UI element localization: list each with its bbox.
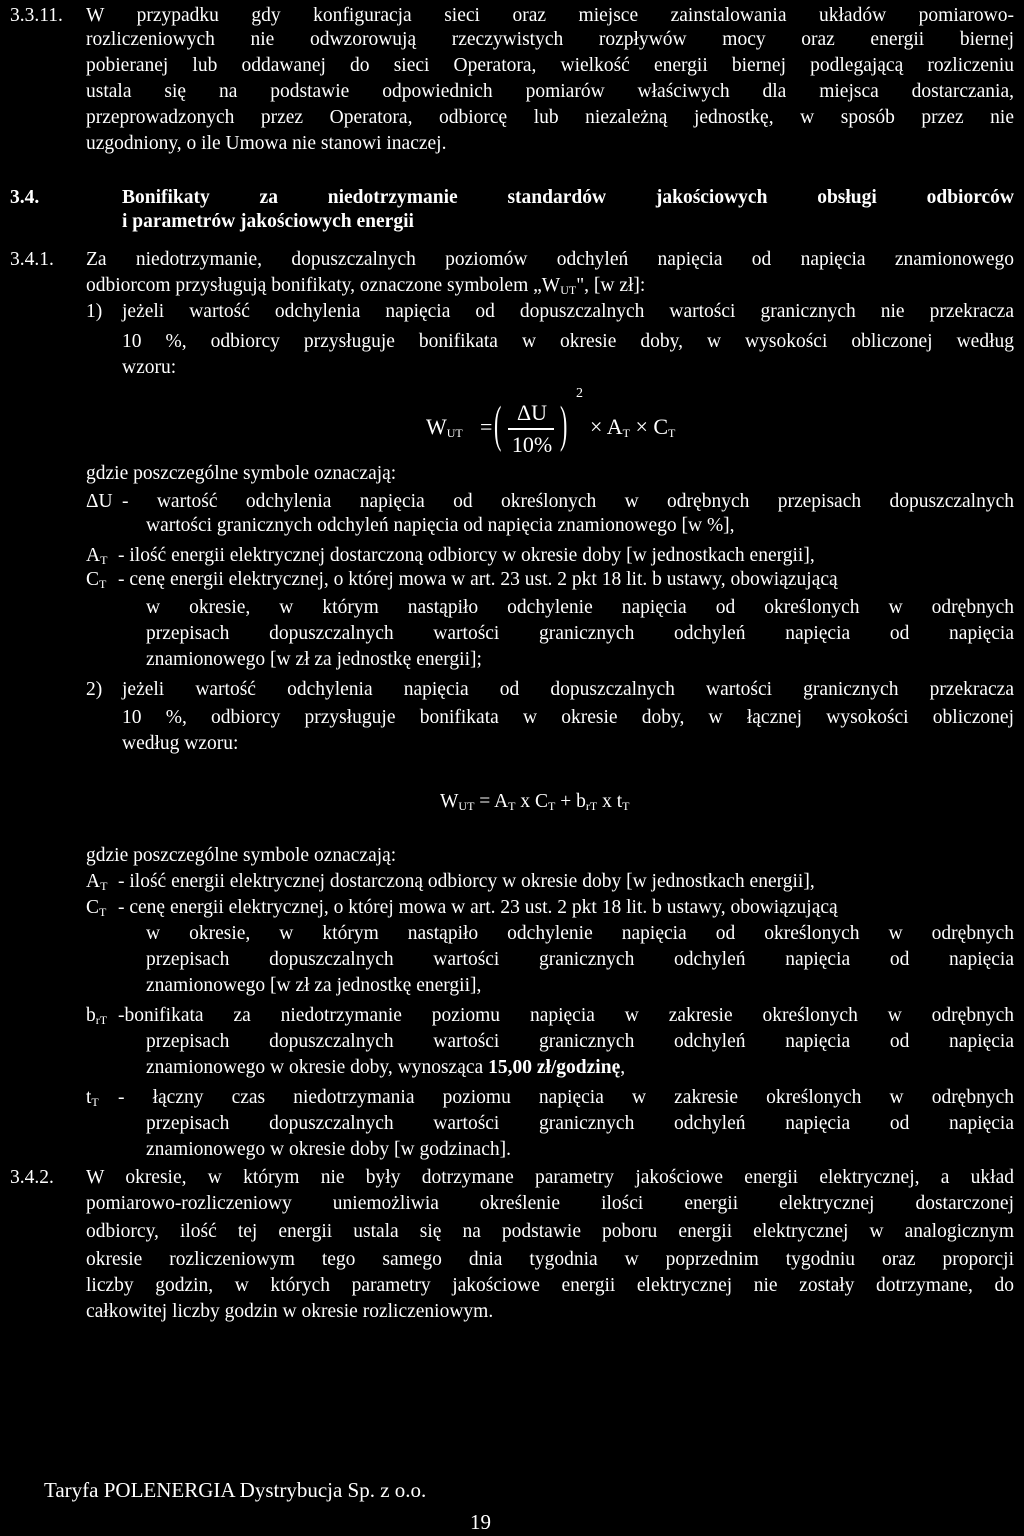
legend-line: znamionowego [w zł za jednostkę energii]; [146,649,482,670]
paragraph-line: pomiarowo-rozliczeniowy uniemożliwia określenie ilości energii elektrycznej dostarczonej [86,1193,1014,1214]
symbol-label: $A_T$ [86,545,108,567]
symbol-label: $C_T$ [86,897,107,919]
legend-line: wartości granicznych odchyleń napięcia od napięcia znamionowego [w %], [146,515,735,536]
list-item-line: jeżeli wartość odchylenia napięcia od dopuszczalnych wartości granicznych przekracza [122,679,1014,700]
paragraph-line: odbiorcy, ilość tej energii ustala się na podstawie poboru energii elektrycznej w analogicznym [86,1221,1014,1242]
paragraph-line: całkowitej liczby godzin w okresie rozliczeniowym. [86,1301,494,1322]
legend-line: przepisach dopuszczalnych wartości granicznych odchyleń napięcia od napięcia [146,1031,1014,1052]
section-number: 3.4. [10,187,40,208]
legend-line: - ilość energii elektrycznej dostarczoną odbiorcy w okresie doby [w jednostkach energii], [118,871,815,892]
paragraph-line: okresie rozliczeniowym tego samego dnia tygodnia w poprzednim tygodniu oraz proporcji [86,1249,1014,1270]
paragraph-line: W przypadku gdy konfiguracja sieci oraz miejsce zainstalowania układów pomiarowo- [86,5,1014,26]
paragraph-line: W okresie, w którym nie były dotrzymane parametry jakościowe energii elektrycznej, a układ [86,1167,1014,1188]
list-item-line: jeżeli wartość odchylenia napięcia od dopuszczalnych wartości granicznych nie przekracza [122,301,1014,322]
paragraph-line: liczby godzin, w których parametry jakościowe energii elektrycznej nie zostały dotrzymane, do [86,1275,1014,1296]
footer-company: Taryfa POLENERGIA Dystrybucja Sp. z o.o. [44,1478,427,1502]
section-number: 3.4.2. [10,1167,54,1188]
paragraph-line: pobieranej lub oddawanej do sieci Operatora, wielkość energii biernej podlegającą rozliczeniu [86,55,1014,76]
list-number: 1) [86,301,103,322]
list-number: 2) [86,679,103,700]
page-number: 19 [470,1510,491,1534]
legend-line: - cenę energii elektrycznej, o której mowa w art. 23 ust. 2 pkt 18 lit. b ustawy, obowiązującą [118,569,838,590]
section-heading: i parametrów jakościowych energii [122,211,414,232]
legend-intro: gdzie poszczególne symbole oznaczają: [86,845,397,866]
paragraph-line: odbiorcom przysługują bonifikaty, oznaczone symbolem $„W_{UT}$", [w zł]: [86,275,646,297]
list-item-line: 10 %, odbiorcy przysługuje bonifikata w okresie doby, w wysokości obliczonej według [122,331,1014,352]
section-number: 3.3.11. [10,5,63,26]
legend-line: w okresie, w którym nastąpiło odchylenie napięcia od określonych w odrębnych [146,923,1014,944]
paragraph-line: Za niedotrzymanie, dopuszczalnych poziomów odchyleń napięcia od napięcia znamionowego [86,249,1014,270]
legend-line: - ilość energii elektrycznej dostarczoną odbiorcy w okresie doby [w jednostkach energii], [118,545,815,566]
section-heading: Bonifikaty za niedotrzymanie standardów jakościowych obsługi odbiorców [122,187,1014,208]
paragraph-line: przeprowadzonych przez Operatora, odbiorcę lub niezależną jednostkę, w sposób przez nie [86,107,1014,128]
legend-line: znamionowego [w zł za jednostkę energii], [146,975,482,996]
legend-line: przepisach dopuszczalnych wartości granicznych odchyleń napięcia od napięcia [146,623,1014,644]
symbol-label: $A_T$ [86,871,108,893]
symbol-label: $t_T$ [86,1087,99,1109]
list-item-line: według wzoru: [122,733,239,754]
legend-line: znamionowego w okresie doby [w godzinach]. [146,1139,511,1160]
list-item-line: wzoru: [122,357,177,378]
section-number: 3.4.1. [10,249,54,270]
legend-line: - cenę energii elektrycznej, o której mowa w art. 23 ust. 2 pkt 18 lit. b ustawy, obowiązującą [118,897,838,918]
bonus-rate: 15,00 zł/godzinę [488,1057,621,1078]
symbol-label: ΔU [86,491,113,512]
legend-line: przepisach dopuszczalnych wartości granicznych odchyleń napięcia od napięcia [146,949,1014,970]
formula-bonus: $W_{UT}$ = ( ΔU 10% ) 2 × $A_T \times C_T$ [426,386,676,457]
formula-bonus-exceeded: $W_{UT} = A_T$ x $C_T + b_{rT}$ x $t_T$ [440,791,630,813]
legend-line: - łączny czas niedotrzymania poziomu napięcia w zakresie określonych w odrębnych [118,1087,1014,1108]
paragraph-line: rozliczeniowych nie odwzorowują rzeczywistych rozpływów mocy oraz energii biernej [86,29,1014,50]
symbol-label: $b_{rT}$ [86,1005,108,1027]
legend-line: - wartość odchylenia napięcia od określonych w odrębnych przepisach dopuszczalnych [122,491,1014,512]
legend-line: w okresie, w którym nastąpiło odchylenie napięcia od określonych w odrębnych [146,597,1014,618]
legend-line: -bonifikata za niedotrzymanie poziomu napięcia w zakresie określonych w odrębnych [118,1005,1014,1026]
paragraph-line: uzgodniony, o ile Umowa nie stanowi inaczej. [86,133,447,154]
legend-intro: gdzie poszczególne symbole oznaczają: [86,463,397,484]
list-item-line: 10 %, odbiorcy przysługuje bonifikata w okresie doby, w łącznej wysokości obliczonej [122,707,1014,728]
legend-line: przepisach dopuszczalnych wartości granicznych odchyleń napięcia od napięcia [146,1113,1014,1134]
symbol-label: $C_T$ [86,569,107,591]
paragraph-line: ustala się na podstawie odpowiednich pomiarów właściwych dla miejsca dostarczania, [86,81,1014,102]
legend-line: znamionowego w okresie doby, wynosząca 15,00 zł/godzinę, [146,1057,626,1078]
